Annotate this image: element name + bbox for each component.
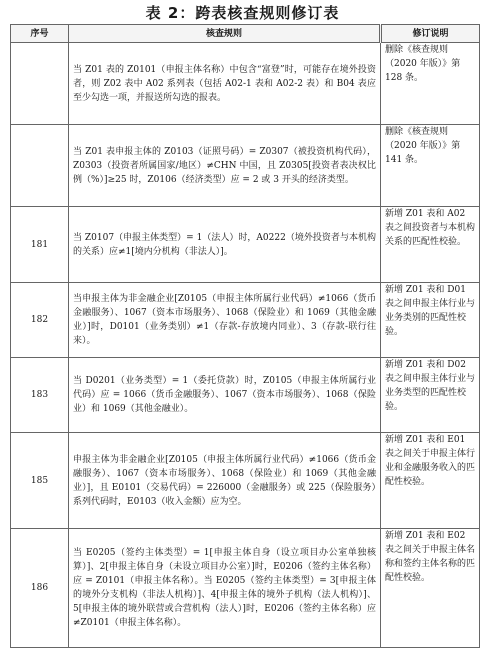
rule-text: 当 E0205（签约主体类型）= 1[申报主体自身（设立项目办公室单独核算）]、2[申报主体自身（未设立项目办公室）]时，E0206（签约主体名称）应 = Z0101（申报主体名称）。当 E0205（签约主体类型）= 3[申报主体的境外分支机构（非法人机构）]、4[申报主体的境外子机构（法人机构）]、5[申报主体的境外联营或合营机构（法人）]时，E0206（签约主体名称）应≠Z0101（申报主体名称）。 xyxy=(73,548,376,628)
table-title: 表 2：跨表核查规则修订表 xyxy=(145,4,340,22)
header-note: 修订说明 xyxy=(381,25,480,43)
revision-note: 新增 Z01 表和 A02 表之间投资者与本机构关系的匹配性校验。 xyxy=(381,207,480,283)
row-number xyxy=(11,125,69,207)
row-number: 183 xyxy=(11,358,69,433)
table-row xyxy=(11,43,480,125)
table-row xyxy=(11,125,480,207)
table-row xyxy=(11,433,480,529)
table-row xyxy=(11,283,480,358)
header-no: 序号 xyxy=(11,25,69,43)
revision-note: 删除《核查规则（2020 年版）》第 128 条。 xyxy=(381,43,480,125)
row-number: 182 xyxy=(11,283,69,358)
revision-note: 删除《核查规则（2020 年版）》第 141 条。 xyxy=(381,125,480,207)
row-number: 181 xyxy=(11,207,69,283)
revision-table xyxy=(10,24,480,648)
revision-note: 新增 Z01 表和 E02 表之间关于申报主体名称和签约主体名称的匹配性校验。 xyxy=(381,529,480,648)
row-number xyxy=(11,43,69,125)
row-number: 186 xyxy=(11,529,69,648)
revision-note: 新增 Z01 表和 E01 表之间关于申报主体行业和金融服务收入的匹配性校验。 xyxy=(381,433,480,529)
table-header-row xyxy=(11,25,480,43)
row-number: 185 xyxy=(11,433,69,529)
rule-text: 申报主体为非金融企业[Z0105（申报主体所属行业代码）≠1066（货币金融服务）、1067（资本市场服务）、1068（保险业）和 1069（其他金融业）]，且 E0101（交易代码）= 226000（金融服务）或 225（保险服务）系列代码时，E0103（收入金额）应为空。 xyxy=(73,454,376,507)
revision-note: 新增 Z01 表和 D02 表之间申报主体行业与业务类型的匹配性校验。 xyxy=(381,358,480,433)
rule-text: 当 Z01 表申报主体的 Z0103（证照号码）= Z0307（被投资机构代码），Z0303（投资者所属国家/地区）≠CHN 中国，且 Z0305[投资者表决权比例（%）]≥25 时，Z0106（经济类型）应 = 2 或 3 开头的经济类型。 xyxy=(73,146,376,185)
table-row xyxy=(11,358,480,433)
rule-text: 当 Z01 表的 Z0101（申报主体名称）中包含“富登”时，可能存在境外投资者，则 Z02 表中 A02 系列表（包括 A02-1 表和 A02-2 表）和 B04 表应至少勾选一项，并报送所勾选的报表。 xyxy=(73,64,376,103)
revision-note: 新增 Z01 表和 D01 表之间申报主体行业与业务类别的匹配性校验。 xyxy=(381,283,480,358)
table-row xyxy=(11,207,480,283)
rule-text: 当 D0201（业务类型）= 1（委托贷款）时，Z0105（申报主体所属行业代码）应 = 1066（货币金融服务）、1067（资本市场服务）、1068（保险业）和 1069（其他金融业）。 xyxy=(73,376,376,414)
table-row xyxy=(11,529,480,648)
rule-text: 当申报主体为非金融企业[Z0105（申报主体所属行业代码）≠1066（货币金融服务）、1067（资本市场服务）、1068（保险业）和 1069（其他金融业）]时，D0101（业务类别）≠1（存款-存放境内同业）、3（存款-联行往来）。 xyxy=(73,294,376,346)
rule-text: 当 Z0107（申报主体类型）= 1（法人）时，A0222（境外投资者与本机构的关系）应≠1[境内分机构（非法人）]。 xyxy=(73,232,376,257)
header-rule: 核查规则 xyxy=(69,25,381,43)
